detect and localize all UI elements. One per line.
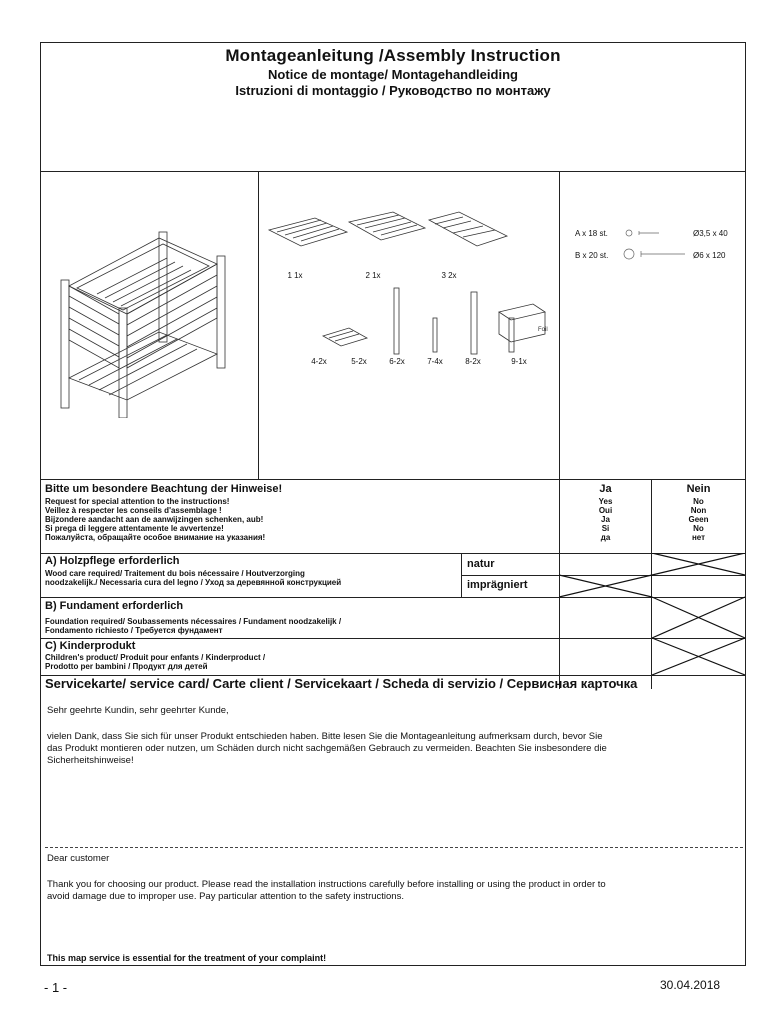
- service-text-de: vielen Dank, dass Sie sich für unser Produkt entschieden haben. Bitte lesen Sie die Montageanleitung aufmerksam durch, bevor Sie das Produkt montieren oder nutzen, um Schäden durch nicht sachgemäßen Gebrauch zu vermeiden. Beachten Sie insbesondere die Sicherheitshinweise!: [47, 731, 607, 766]
- screw-a-icon: [625, 228, 685, 238]
- cross-fundament-nein: [652, 597, 745, 638]
- separator-line: [45, 847, 743, 848]
- section-c-heading: C) Kinderprodukt: [45, 640, 136, 652]
- part-3-side-panel: [429, 212, 507, 246]
- document-title: Montageanleitung /Assembly Instruction: [225, 46, 561, 65]
- parts-illustration: [263, 208, 555, 378]
- service-greeting-de: Sehr geehrte Kundin, sehr geehrter Kunde,: [47, 705, 229, 716]
- document-date: 30.04.2018: [660, 978, 721, 992]
- document-subtitle-2: Istruzioni di montaggio / Руководство по монтажу: [235, 83, 551, 98]
- ja-column: Yes Oui Ja Si да: [598, 497, 613, 542]
- section-a-line1: Wood care required/ Traitement du bois nécessaire / Houtverzorging: [45, 569, 305, 578]
- part-label-8: 8-2x: [465, 357, 481, 366]
- part-label-9: 9-1x: [511, 357, 527, 366]
- cross-impraegniert-ja: [559, 575, 652, 597]
- section-a-line2: noodzakelijk./ Necessaria cura del legno / Уход за деревянной конструкцией: [45, 578, 342, 587]
- part-1-slats: [269, 218, 347, 246]
- section-a-heading: A) Holzpflege erforderlich: [45, 555, 180, 567]
- document-subtitle-1: Notice de montage/ Montagehandleiding: [268, 67, 518, 82]
- screw-b-icon: [623, 247, 693, 261]
- screw-b-size: Ø6 x 120: [693, 251, 726, 260]
- notice-heading: Bitte um besondere Beachtung der Hinweise!: [45, 483, 283, 495]
- screw-a-size: Ø3,5 x 40: [693, 229, 728, 238]
- section-b-heading: B) Fundament erforderlich: [45, 600, 184, 612]
- notice-lines: Request for special attention to the instructions! Veillez à respecter les conseils d'assemblage ! Bijzondere aandacht aan de aanwijzingen schenken, aub! Si prega di leggere attentamente le avvertenze! Пожалуйста, обращайте особое внимание на указания!: [45, 497, 266, 542]
- checkbox-crosses: [559, 553, 745, 675]
- nein-heading: Nein: [686, 483, 711, 495]
- document-frame: [40, 42, 746, 966]
- ja-heading: Ja: [599, 483, 612, 495]
- section-c-line2: Prodotto per bambini / Продукт для детей: [45, 662, 208, 671]
- option-natur: natur: [467, 558, 495, 570]
- part-label-7: 7-4x: [427, 357, 443, 366]
- cross-kinder-nein: [652, 638, 745, 675]
- screw-a-label: A x 18 st.: [575, 229, 608, 238]
- planter-illustration: [47, 228, 247, 418]
- section-b-line1: Foundation required/ Soubassements nécessaires / Fundament noodzakelijk /: [45, 617, 342, 626]
- part-9-tag: Foil: [538, 327, 548, 333]
- nein-column: No Non Geen No нет: [688, 497, 709, 542]
- service-title: Servicekarte/ service card/ Carte client / Servicekaart / Scheda di servizio / Сервисная карточка: [45, 676, 638, 691]
- service-text-en: Thank you for choosing our product. Please read the installation instructions carefully before installing or using the product in order to avoid damage due to improper use. Pay particular attention to the safety instructions.: [47, 879, 606, 902]
- part-label-2: 2 1x: [365, 271, 381, 280]
- service-greeting-en: Dear customer: [47, 853, 110, 864]
- part-2-slats: [349, 212, 425, 240]
- service-footer: This map service is essential for the treatment of your complaint!: [47, 953, 327, 963]
- option-impraegniert: imprägniert: [467, 579, 528, 591]
- part-label-3: 3 2x: [441, 271, 457, 280]
- part-label-6: 6-2x: [389, 357, 405, 366]
- section-c-line1: Children's product/ Produit pour enfants / Kinderproduct /: [45, 653, 266, 662]
- screw-b-label: B x 20 st.: [575, 251, 609, 260]
- part-label-1: 1 1x: [287, 271, 303, 280]
- part-label-5: 5-2x: [351, 357, 367, 366]
- page-number: - 1 -: [44, 980, 68, 995]
- title-block: [41, 43, 745, 172]
- part-label-4: 4-2x: [311, 357, 327, 366]
- cross-natur-nein: [652, 553, 745, 575]
- section-b-line2: Fondamento richiesto / Требуется фундамент: [45, 626, 223, 635]
